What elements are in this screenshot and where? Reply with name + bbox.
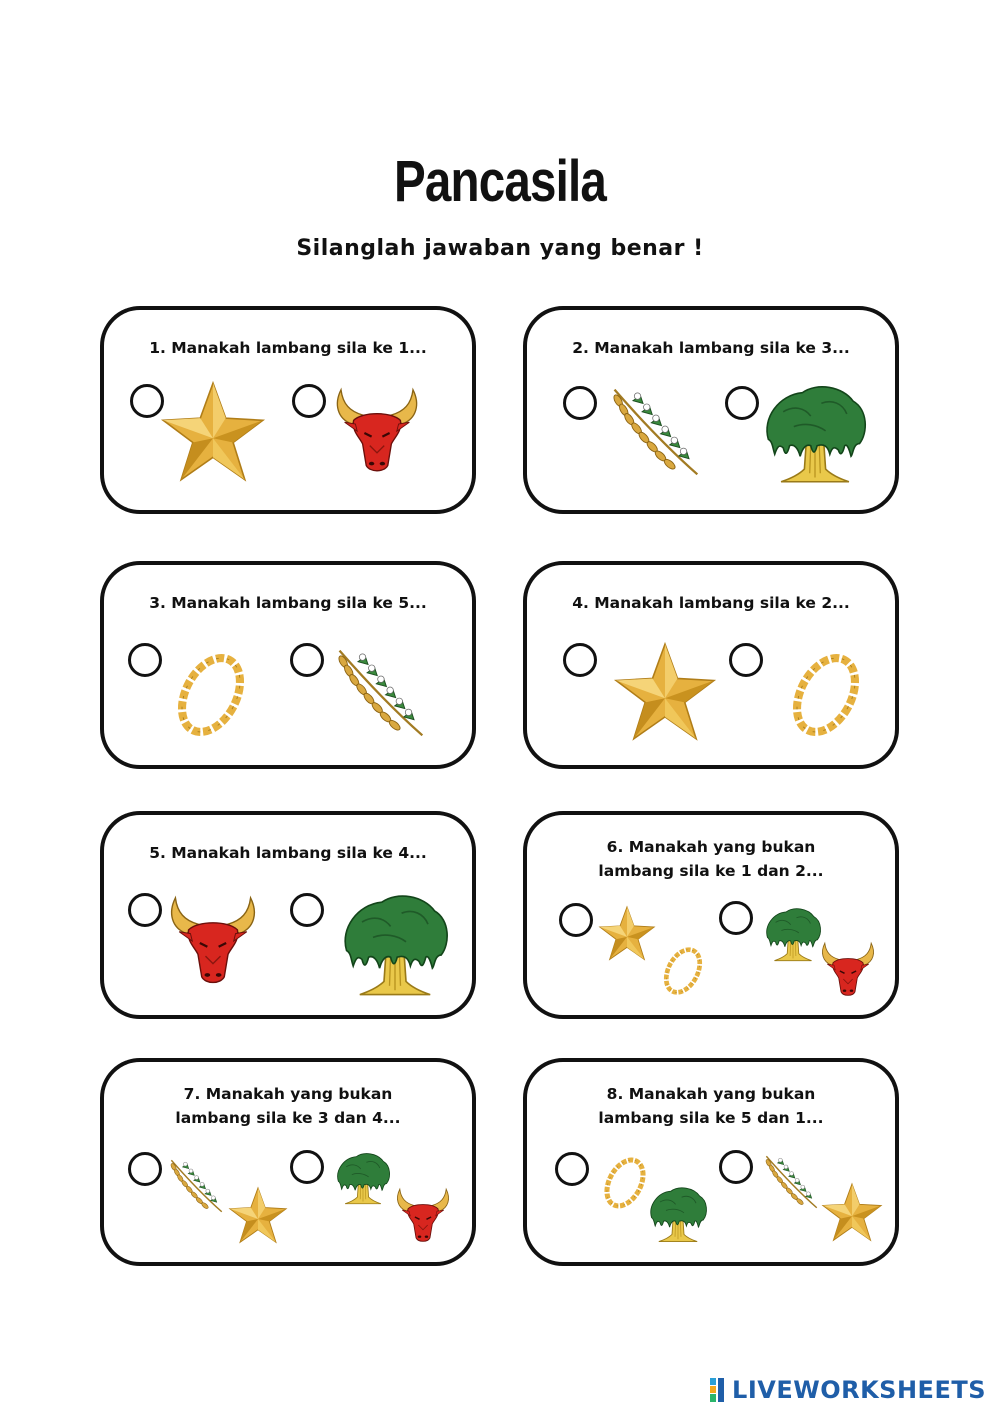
answer-radio-b[interactable] [292,384,326,418]
question-line-2: lambang sila ke 1 dan 2... [598,862,824,880]
answer-radio-a[interactable] [128,893,162,927]
question-text: 4. Manakah lambang sila ke 2... [572,594,850,612]
answer-radio-b[interactable] [290,643,324,677]
banyan-tree-icon [336,889,454,999]
question-card-8 [523,1058,899,1266]
question-card-1 [100,306,476,514]
question-text [527,1082,895,1130]
chain-icon [657,939,709,1003]
answer-radio-b[interactable] [290,893,324,927]
answer-radio-b[interactable] [719,1150,753,1184]
answer-radio-b[interactable] [725,386,759,420]
star-icon [160,380,266,486]
liveworksheets-logo [710,1373,986,1407]
banyan-tree-icon [332,1150,394,1206]
answer-radio-a[interactable] [555,1152,589,1186]
answer-radio-b[interactable] [290,1150,324,1184]
banyan-tree-icon [757,380,873,486]
question-card-6 [523,811,899,1019]
question-text: 2. Manakah lambang sila ke 3... [572,339,850,357]
chain-icon [166,645,256,745]
question-line-1: 6. Manakah yang bukan [606,838,816,856]
chain-icon [597,1150,653,1216]
question-text: 5. Manakah lambang sila ke 4... [149,844,427,862]
star-icon [611,641,719,745]
question-line-1: 8. Manakah yang bukan [606,1085,816,1103]
page-instruction: Silanglah jawaban yang benar ! [296,236,704,261]
question-card-7 [100,1058,476,1266]
answer-radio-a[interactable] [128,1152,162,1186]
answer-radio-b[interactable] [719,901,753,935]
chain-icon [781,645,871,745]
bull-icon [819,939,877,1003]
answer-radio-a[interactable] [128,643,162,677]
question-text [104,1082,472,1130]
question-text: 1. Manakah lambang sila ke 1... [149,339,427,357]
rice-cotton-icon [334,641,426,745]
answer-radio-b[interactable] [729,643,763,677]
answer-radio-a[interactable] [559,903,593,937]
liveworksheets-brand: LIVEWORKSHEETS [732,1376,986,1404]
question-card-4 [523,561,899,769]
question-text [527,835,895,883]
question-card-3 [100,561,476,769]
bull-icon [394,1184,452,1250]
question-card-5 [100,811,476,1019]
bull-icon [166,891,260,995]
banyan-tree-icon [647,1184,709,1244]
answer-radio-a[interactable] [563,643,597,677]
answer-radio-a[interactable] [130,384,164,418]
question-line-1: 7. Manakah yang bukan [183,1085,393,1103]
banyan-tree-icon [761,905,825,963]
star-icon [821,1182,883,1244]
bull-icon [332,380,422,486]
star-icon [597,905,657,963]
rice-cotton-icon [168,1154,224,1218]
question-card-2 [523,306,899,514]
question-text: 3. Manakah lambang sila ke 5... [149,594,427,612]
question-line-2: lambang sila ke 3 dan 4... [175,1109,401,1127]
star-icon [228,1186,288,1246]
page-title: Pancasila [393,149,607,214]
rice-cotton-icon [609,380,701,484]
rice-cotton-icon [763,1150,819,1214]
liveworksheets-logo-icon [710,1378,728,1402]
question-line-2: lambang sila ke 5 dan 1... [598,1109,824,1127]
answer-radio-a[interactable] [563,386,597,420]
